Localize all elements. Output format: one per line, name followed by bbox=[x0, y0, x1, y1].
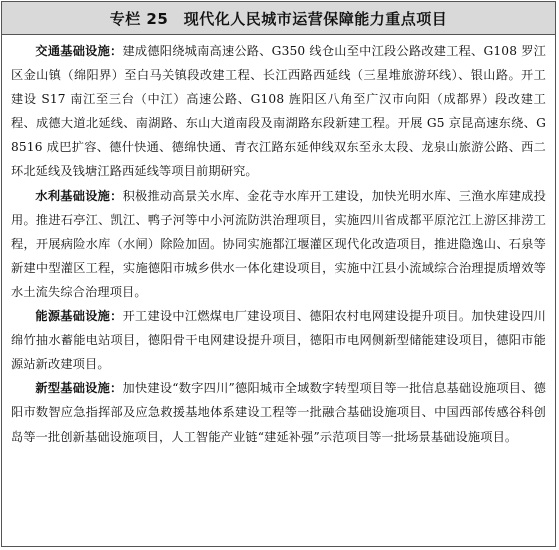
box-title-bar bbox=[2, 2, 555, 35]
box-title: 专栏 25 现代化人民城市运营保障能力重点项目 bbox=[109, 9, 448, 28]
section-text: 加快建设“数字四川”德阳城市全域数字转型项目等一批信息基础设施项目、德阳市数智应急指挥部及应急救援基地体系建设工程等一批融合基础设施项目、中国西部传感谷科创岛等一批创新基础设施项目，人工智能产业链“建延补强”示范项目等一批场景基础设施项目。 bbox=[11, 381, 546, 444]
feature-box bbox=[1, 1, 556, 547]
section-transport bbox=[11, 39, 546, 184]
section-label: 能源基础设施： bbox=[35, 309, 123, 324]
section-label: 交通基础设施： bbox=[35, 44, 123, 58]
section-label: 水利基础设施： bbox=[35, 188, 123, 203]
section-text: 开工建设中江燃煤电厂建设项目、德阳农村电网建设提升项目。加快建设四川绵竹抽水蓄能电站项目，德阳骨干电网建设提升项目，德阳市电网侧新型储能建设项目，德阳市能源站新改建项目。 bbox=[11, 309, 546, 372]
section-energy bbox=[11, 304, 546, 376]
section-water bbox=[11, 184, 546, 304]
section-text: 积极推动高景关水库、金花寺水库开工建设，加快光明水库、三渔水库建成投用。推进石亭江、凯江、鸭子河等中小河流防洪治理项目，实施四川省成都平原沱江上游区排涝工程，开展病险水库（水闸）除险加固。协同实施都江堰灌区现代化改造项目，推进隐逸山、石泉等新建中型灌区工程，实施德阳市城乡供水一体化建设项目，实施中江县小流域综合治理提质增效等水土流失综合治理项目。 bbox=[11, 188, 546, 299]
section-text: 建成德阳绕城南高速公路、G350 线仓山至中江段公路改建工程、G108 罗江区金山镇（绵阳界）至白马关镇段改建工程、长江西路西延线（三星堆旅游环线）、银山路。开工建设 S17 南江至三台（中江）高速公路、G108 旌阳区八角至广汉市向阳（成都界）段改建工程、成德大道北延线、南湖路、东山大道南段及南湖路东段新建工程。开展 G5 京昆高速东绕、G8516 成巴扩容、德什快通、德绵快通、青衣江路东延伸线双东至永太段、龙泉山旅游公路、西二环北延线及钱塘江路西延线等项目前期研究。 bbox=[11, 44, 546, 179]
section-new-infra bbox=[11, 376, 546, 448]
section-label: 新型基础设施： bbox=[35, 381, 123, 396]
box-content bbox=[2, 35, 555, 449]
